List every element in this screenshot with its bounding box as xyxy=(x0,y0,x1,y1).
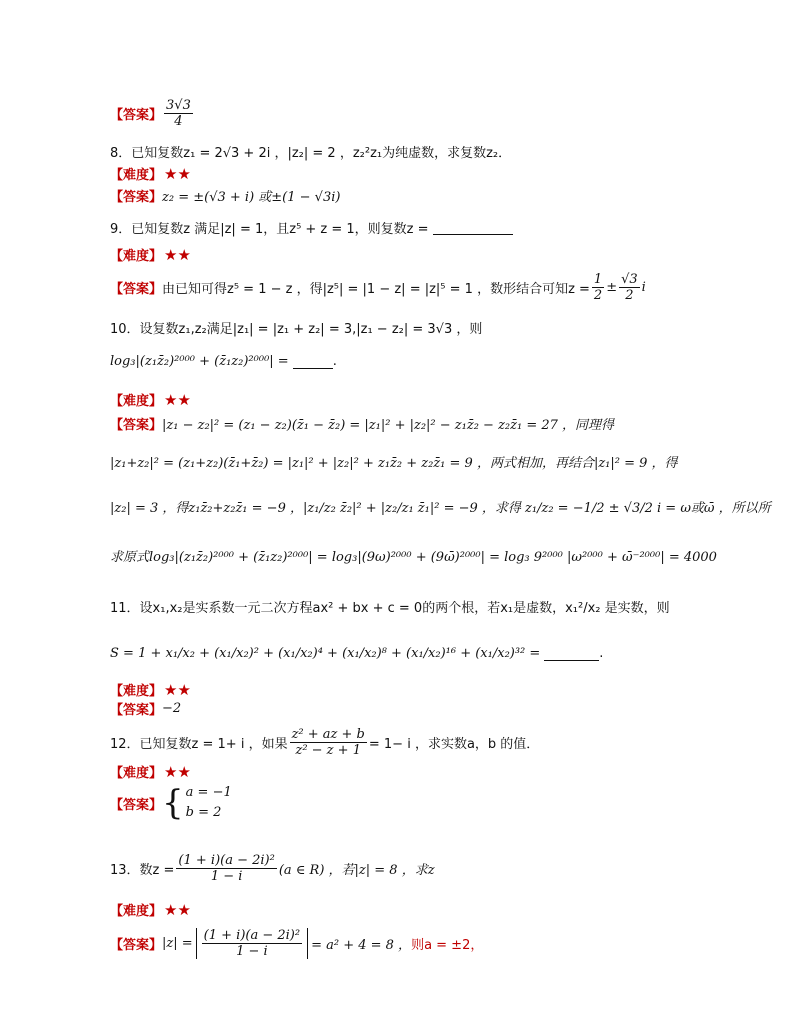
difficulty-stars: ★★ xyxy=(164,390,191,409)
abs-value-bars xyxy=(196,928,308,959)
q13-question xyxy=(110,853,435,884)
q9-answer-fraction-b xyxy=(619,272,640,303)
q13-question-lead: 13．数z = xyxy=(110,863,175,878)
difficulty-stars: ★★ xyxy=(164,900,191,919)
difficulty-label: 【难度】 xyxy=(110,684,163,699)
q12-question-lead: 12．已知复数z = 1+ i ，如果 xyxy=(110,737,288,752)
fraction-numerator: z² + az + b xyxy=(291,727,365,742)
q10-solution-2 xyxy=(110,452,678,471)
q10-solution-1-text: |z₁ − z₂|² = (z₁ − z₂)(z̄₁ − z̄₂) = |z₁|² + |z₂|² − z₁z̄₂ − z₂z̄₁ = 27 ，同理得 xyxy=(162,418,615,433)
q12-answer-system xyxy=(186,783,232,823)
q9-question xyxy=(110,218,513,237)
fraction-numerator: √3 xyxy=(621,272,638,287)
answer-label: 【答案】 xyxy=(110,190,163,205)
q12-question-fraction xyxy=(290,727,367,758)
fraction-denominator: 1 − i xyxy=(210,869,243,884)
q7-answer-denominator: 4 xyxy=(174,114,183,129)
q11-answer-line xyxy=(110,699,181,718)
q10-solution-3-text: |z₂| = 3 ，得z₁z̄₂+z₂z̄₁ = −9 ，|z₁/z₂ z̄₂|² + |z₂/z₁ z̄₁|² = −9 ，求得 z₁/z₂ = −1/2 ± √3/2 i = ω或ω̄ ，所以所 xyxy=(110,501,771,516)
answer-label: 【答案】 xyxy=(110,703,163,718)
q11-expression-text: S = 1 + x₁/x₂ + (x₁/x₂)² + (x₁/x₂)⁴ + (x₁/x₂)⁸ + (x₁/x₂)¹⁶ + (x₁/x₂)³² = xyxy=(110,646,541,661)
difficulty-label: 【难度】 xyxy=(110,249,163,264)
q11-question xyxy=(110,597,670,616)
difficulty-label: 【难度】 xyxy=(110,168,163,183)
difficulty-stars: ★★ xyxy=(164,680,191,699)
answer-label: 【答案】 xyxy=(110,282,163,297)
answer-label: 【答案】 xyxy=(110,938,163,953)
q8-question-text: 8．已知复数z₁ = 2√3 + 2i ，|z₂| = 2 ，z₂²z₁为纯虚数，求复数z₂． xyxy=(110,146,512,161)
q9-question-text: 9．已知复数z 满足|z| = 1，且z⁵ + z = 1，则复数z = xyxy=(110,222,429,237)
answer-blank xyxy=(433,220,513,235)
answer-label: 【答案】 xyxy=(110,797,163,813)
q13-answer-tail: = a² + 4 = 8 ， xyxy=(311,938,412,953)
q9-answer-text: 由已知可得z⁵ = 1 − z ，得|z⁵| = |1 − z| = |z|⁵ = 1 ，数形结合可知z = xyxy=(162,282,590,297)
q11-difficulty-line xyxy=(110,680,191,699)
q9-answer-i: i xyxy=(641,280,646,295)
fraction-denominator: 2 xyxy=(593,288,603,303)
q10-expression: log₃|(z₁z̄₂)²⁰⁰⁰ + (z̄₁z₂)²⁰⁰⁰| = . xyxy=(110,354,337,369)
q13-answer-conclusion: 则a = ±2， xyxy=(411,938,484,953)
q9-answer-pm: ± xyxy=(606,280,618,295)
difficulty-stars: ★★ xyxy=(164,245,191,264)
q9-answer-fraction-a xyxy=(592,272,604,303)
answer-label: 【答案】 xyxy=(110,418,163,433)
fraction-numerator: (1 + i)(a − 2i)² xyxy=(178,853,275,868)
difficulty-label: 【难度】 xyxy=(110,766,163,781)
q10-solution-4 xyxy=(110,546,717,565)
q13-question-fraction xyxy=(176,853,276,884)
fraction-denominator: 2 xyxy=(625,288,634,303)
q12-difficulty-line xyxy=(110,762,191,781)
q10-solution-1 xyxy=(110,414,614,433)
q12-question xyxy=(110,727,539,758)
q12-answer-line-1: a = −1 xyxy=(185,785,232,800)
fraction-numerator: 1 xyxy=(593,272,603,287)
q13-difficulty-line xyxy=(110,900,191,919)
fraction-denominator: z² − z + 1 xyxy=(295,743,361,758)
fraction-denominator: 1 − i xyxy=(236,944,268,959)
q12-answer-line-2: b = 2 xyxy=(185,805,222,820)
q13-answer-line xyxy=(110,928,483,959)
q12-question-tail: = 1− i ，求实数a，b 的值． xyxy=(368,737,540,752)
q9-difficulty-line xyxy=(110,245,191,264)
q8-answer: z₂ = ±(√3 + i) 或±(1 − √3i) xyxy=(162,190,341,205)
q10-question-text: 10．设复数z₁,z₂满足|z₁| = |z₁ + z₂| = 3,|z₁ − z₂| = 3√3 ，则 xyxy=(110,322,483,337)
q10-difficulty-line xyxy=(110,390,191,409)
q9-answer-line xyxy=(110,272,646,303)
q11-answer: −2 xyxy=(162,701,182,716)
q12-answer-line xyxy=(110,783,232,823)
q8-difficulty-line xyxy=(110,164,191,183)
fraction-numerator: (1 + i)(a − 2i)² xyxy=(203,928,301,943)
q10-solution-3 xyxy=(110,497,771,516)
q11-question-text: 11．设x₁,x₂是实系数一元二次方程ax² + bx + c = 0的两个根，若x₁是虚数，x₁²/x₂ 是实数，则 xyxy=(110,601,670,616)
answer-blank xyxy=(293,354,333,369)
q13-answer-lead: |z| = xyxy=(162,936,193,951)
q8-question xyxy=(110,142,511,161)
q11-expression: S = 1 + x₁/x₂ + (x₁/x₂)² + (x₁/x₂)⁴ + (x₁/x₂)⁸ + (x₁/x₂)¹⁶ + (x₁/x₂)³² = . xyxy=(110,646,604,661)
answer-blank xyxy=(544,646,599,661)
q13-question-tail: (a ∈ R) ，若|z| = 8 ，求z xyxy=(278,863,435,878)
q10-solution-4-text: 求原式log₃|(z₁z̄₂)²⁰⁰⁰ + (z̄₁z₂)²⁰⁰⁰| = log₃|(9ω)²⁰⁰⁰ + (9ω̄)²⁰⁰⁰| = log₃ 9²⁰⁰⁰ |ω²⁰⁰⁰ + ω̄⁻²⁰⁰⁰| = 4000 xyxy=(110,550,717,565)
q10-solution-2-text: |z₁+z₂|² = (z₁+z₂)(z̄₁+z̄₂) = |z₁|² + |z₂|² + z₁z̄₂ + z₂z̄₁ = 9 ，两式相加，再结合|z₁|² = 9 ，得 xyxy=(110,456,678,471)
difficulty-stars: ★★ xyxy=(164,762,191,781)
q7-answer-line xyxy=(110,98,195,129)
q8-answer-line xyxy=(110,186,340,205)
difficulty-label: 【难度】 xyxy=(110,394,163,409)
brace-icon: { xyxy=(162,783,184,823)
difficulty-stars: ★★ xyxy=(164,164,191,183)
q10-expression-text: log₃|(z₁z̄₂)²⁰⁰⁰ + (z̄₁z₂)²⁰⁰⁰| = xyxy=(110,354,289,369)
q10-question xyxy=(110,318,482,337)
q7-answer-fraction xyxy=(164,98,193,129)
q13-answer-fraction xyxy=(202,928,302,959)
answer-label: 【答案】 xyxy=(110,108,163,123)
q7-answer-numerator: 3√3 xyxy=(166,98,191,113)
difficulty-label: 【难度】 xyxy=(110,904,163,919)
